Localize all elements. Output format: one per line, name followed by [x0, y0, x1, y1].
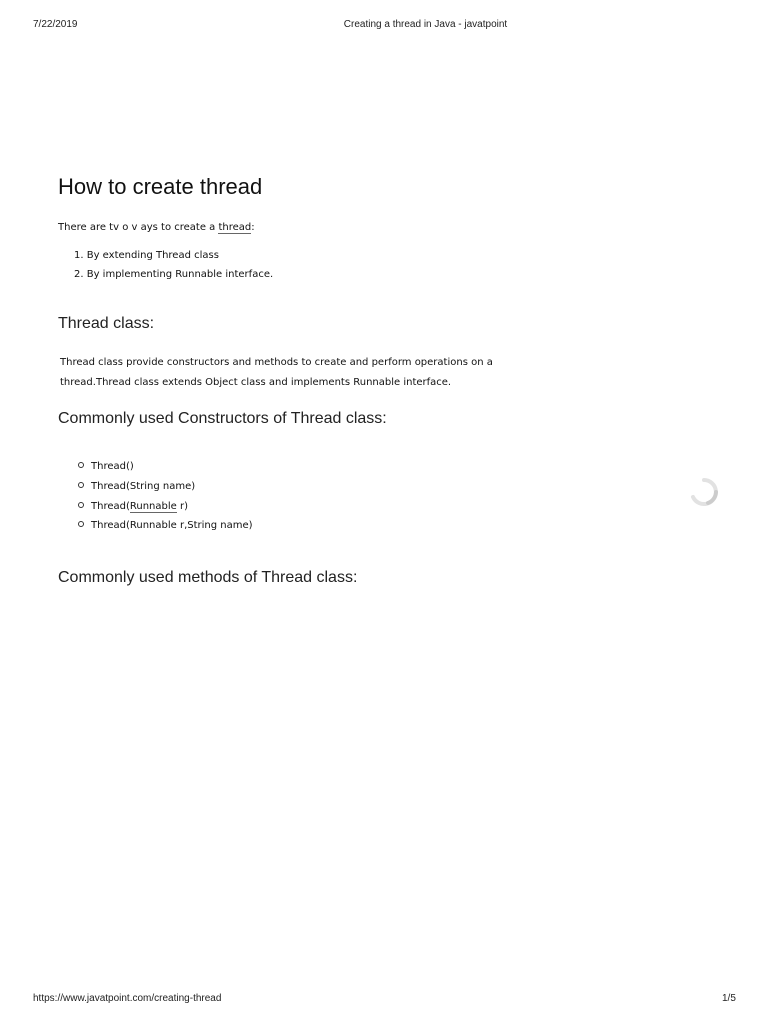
constructor-text: Thread(Runnable r,String name) — [91, 520, 253, 531]
list-item: 2. By implementing Runnable interface. — [74, 269, 274, 280]
bullet-icon — [78, 521, 84, 527]
bullet-icon — [78, 482, 84, 488]
page-title: How to create thread — [58, 174, 263, 199]
paragraph-line: thread.Thread class extends Object class and implements Runnable interface. — [60, 377, 452, 388]
constructor-text: Thread(String name) — [91, 481, 196, 492]
thread-link[interactable]: thread — [218, 222, 252, 233]
list-item: 1. By extending Thread class — [74, 250, 219, 261]
list-item — [78, 461, 134, 472]
intro-text — [58, 222, 255, 233]
constructors-heading: Commonly used Constructors of Thread class: — [58, 410, 387, 427]
constructor-suffix: r) — [176, 501, 188, 512]
print-footer-url: https://www.javatpoint.com/creating-thread — [33, 993, 222, 1004]
constructor-prefix: Thread( — [91, 501, 130, 512]
list-item — [78, 520, 253, 531]
methods-heading: Commonly used methods of Thread class: — [58, 569, 358, 586]
constructor-text: Thread() — [91, 461, 134, 472]
print-header-title: Creating a thread in Java - javatpoint — [343, 19, 508, 30]
intro-suffix: : — [251, 222, 255, 233]
bullet-icon — [78, 462, 84, 468]
thread-class-heading: Thread class: — [58, 315, 155, 332]
print-header-date: 7/22/2019 — [33, 19, 78, 30]
paragraph-line: Thread class provide constructors and methods to create and perform operations on a — [60, 357, 493, 368]
loading-spinner-icon — [689, 477, 719, 507]
bullet-icon — [78, 502, 84, 508]
intro-prefix: There are tv o v ays to create a — [58, 222, 219, 233]
list-item — [78, 501, 188, 512]
runnable-link[interactable]: Runnable — [129, 501, 177, 512]
list-item — [78, 481, 195, 492]
print-footer-page: 1/5 — [722, 993, 736, 1004]
thread-class-description — [60, 353, 520, 393]
